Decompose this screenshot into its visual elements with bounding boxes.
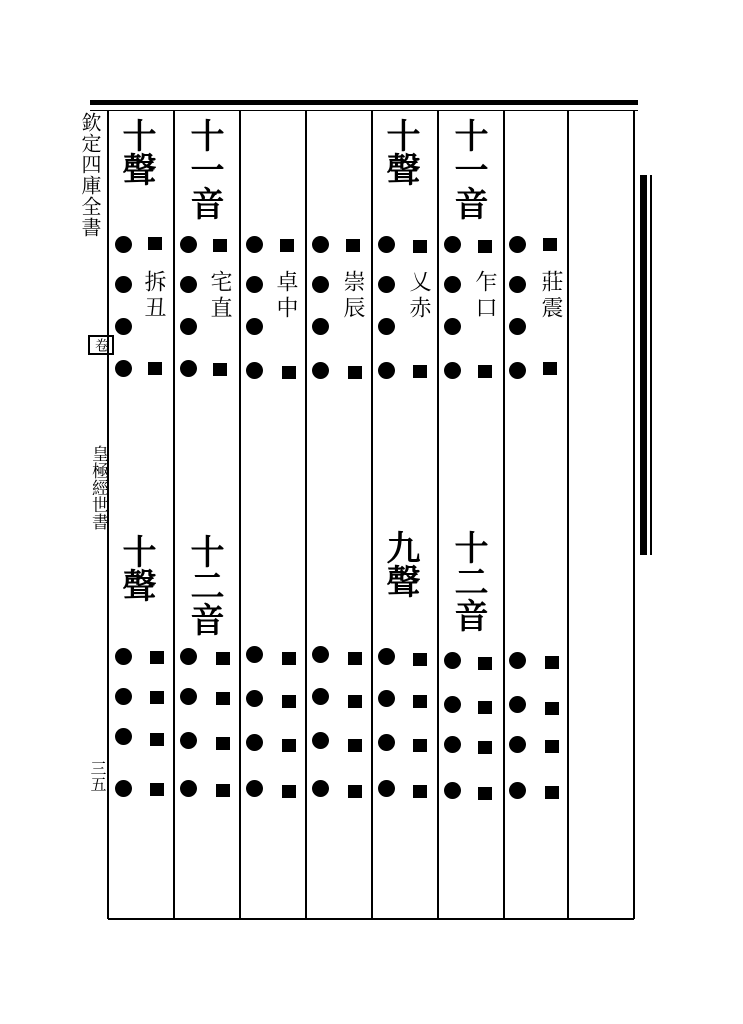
open-sound-circle (312, 688, 329, 705)
open-sound-circle (444, 652, 461, 669)
closed-sound-square (478, 365, 492, 378)
open-sound-circle (312, 276, 329, 293)
open-sound-circle (180, 276, 197, 293)
open-sound-circle (246, 362, 263, 379)
closed-sound-square (413, 653, 427, 666)
column-rule (437, 111, 439, 919)
open-sound-circle (509, 236, 526, 253)
page-number: 三五 (88, 760, 107, 792)
closed-sound-square (545, 786, 559, 799)
open-sound-circle (378, 236, 395, 253)
open-sound-circle (378, 648, 395, 665)
open-sound-circle (312, 362, 329, 379)
open-sound-circle (312, 732, 329, 749)
open-sound-circle (312, 780, 329, 797)
open-sound-circle (180, 688, 197, 705)
column-header: 十聲 (116, 118, 156, 186)
open-sound-circle (444, 696, 461, 713)
closed-sound-square (150, 783, 164, 796)
open-sound-circle (444, 782, 461, 799)
column-header: 十一音 (184, 118, 224, 220)
closed-sound-square (346, 239, 360, 252)
open-sound-circle (180, 318, 197, 335)
book-title: 欽定四庫全書 (78, 112, 102, 238)
closed-sound-square (282, 695, 296, 708)
open-sound-circle (509, 696, 526, 713)
column-header: 十一音 (448, 118, 488, 220)
open-sound-circle (378, 690, 395, 707)
column-header: 十二音 (448, 530, 488, 632)
open-sound-circle (115, 688, 132, 705)
closed-sound-square (545, 656, 559, 669)
open-sound-circle (378, 318, 395, 335)
open-sound-circle (444, 236, 461, 253)
rhyme-characters: 乂赤 (406, 270, 431, 322)
rhyme-characters: 乍口 (472, 270, 497, 322)
closed-sound-square (282, 785, 296, 798)
frame-top-border (90, 100, 638, 105)
open-sound-circle (246, 236, 263, 253)
closed-sound-square (413, 695, 427, 708)
closed-sound-square (478, 701, 492, 714)
column-header: 九聲 (380, 530, 420, 598)
open-sound-circle (378, 362, 395, 379)
closed-sound-square (282, 739, 296, 752)
closed-sound-square (282, 652, 296, 665)
closed-sound-square (413, 739, 427, 752)
closed-sound-square (348, 785, 362, 798)
open-sound-circle (246, 690, 263, 707)
open-sound-circle (444, 362, 461, 379)
closed-sound-square (216, 692, 230, 705)
closed-sound-square (213, 363, 227, 376)
open-sound-circle (444, 736, 461, 753)
open-sound-circle (115, 236, 132, 253)
open-sound-circle (509, 362, 526, 379)
column-rule (173, 111, 175, 919)
open-sound-circle (509, 318, 526, 335)
open-sound-circle (246, 318, 263, 335)
closed-sound-square (150, 651, 164, 664)
open-sound-circle (180, 780, 197, 797)
open-sound-circle (444, 318, 461, 335)
open-sound-circle (378, 780, 395, 797)
side-bar-rule (650, 175, 652, 555)
open-sound-circle (246, 646, 263, 663)
closed-sound-square (413, 240, 427, 253)
open-sound-circle (180, 648, 197, 665)
closed-sound-square (543, 362, 557, 375)
closed-sound-square (543, 238, 557, 251)
closed-sound-square (478, 240, 492, 253)
closed-sound-square (545, 740, 559, 753)
rhyme-characters: 莊震 (538, 270, 563, 322)
closed-sound-square (148, 362, 162, 375)
closed-sound-square (348, 695, 362, 708)
rhyme-characters: 崇辰 (340, 270, 365, 322)
column-header: 十聲 (380, 118, 420, 186)
column-header: 十聲 (116, 534, 156, 602)
open-sound-circle (378, 276, 395, 293)
rhyme-characters: 宅直 (207, 270, 232, 322)
open-sound-circle (115, 276, 132, 293)
open-sound-circle (509, 652, 526, 669)
closed-sound-square (148, 237, 162, 250)
open-sound-circle (115, 648, 132, 665)
column-rule (371, 111, 373, 919)
closed-sound-square (348, 739, 362, 752)
open-sound-circle (312, 236, 329, 253)
open-sound-circle (246, 276, 263, 293)
closed-sound-square (413, 785, 427, 798)
open-sound-circle (115, 360, 132, 377)
closed-sound-square (216, 652, 230, 665)
column-header: 十二音 (184, 534, 224, 636)
closed-sound-square (150, 691, 164, 704)
closed-sound-square (216, 784, 230, 797)
rhyme-characters: 卓中 (273, 270, 298, 322)
open-sound-circle (115, 318, 132, 335)
open-sound-circle (180, 732, 197, 749)
closed-sound-square (213, 239, 227, 252)
open-sound-circle (509, 276, 526, 293)
closed-sound-square (478, 657, 492, 670)
closed-sound-square (348, 652, 362, 665)
volume-tab-mark: 卷 (88, 335, 114, 355)
open-sound-circle (246, 734, 263, 751)
closed-sound-square (478, 787, 492, 800)
open-sound-circle (115, 780, 132, 797)
open-sound-circle (378, 734, 395, 751)
column-rule (305, 111, 307, 919)
column-rule (567, 111, 569, 919)
open-sound-circle (509, 782, 526, 799)
rhyme-characters: 拆丑 (141, 270, 166, 322)
column-rule (503, 111, 505, 919)
column-rule (633, 111, 635, 919)
closed-sound-square (216, 737, 230, 750)
open-sound-circle (509, 736, 526, 753)
open-sound-circle (312, 318, 329, 335)
open-sound-circle (180, 236, 197, 253)
open-sound-circle (115, 728, 132, 745)
closed-sound-square (150, 733, 164, 746)
closed-sound-square (413, 365, 427, 378)
side-bar (640, 175, 647, 555)
column-rule (239, 111, 241, 919)
work-title: 皇極經世書 (88, 445, 108, 530)
closed-sound-square (282, 366, 296, 379)
open-sound-circle (444, 276, 461, 293)
open-sound-circle (312, 646, 329, 663)
open-sound-circle (246, 780, 263, 797)
open-sound-circle (180, 360, 197, 377)
closed-sound-square (280, 239, 294, 252)
closed-sound-square (545, 702, 559, 715)
closed-sound-square (348, 366, 362, 379)
closed-sound-square (478, 741, 492, 754)
